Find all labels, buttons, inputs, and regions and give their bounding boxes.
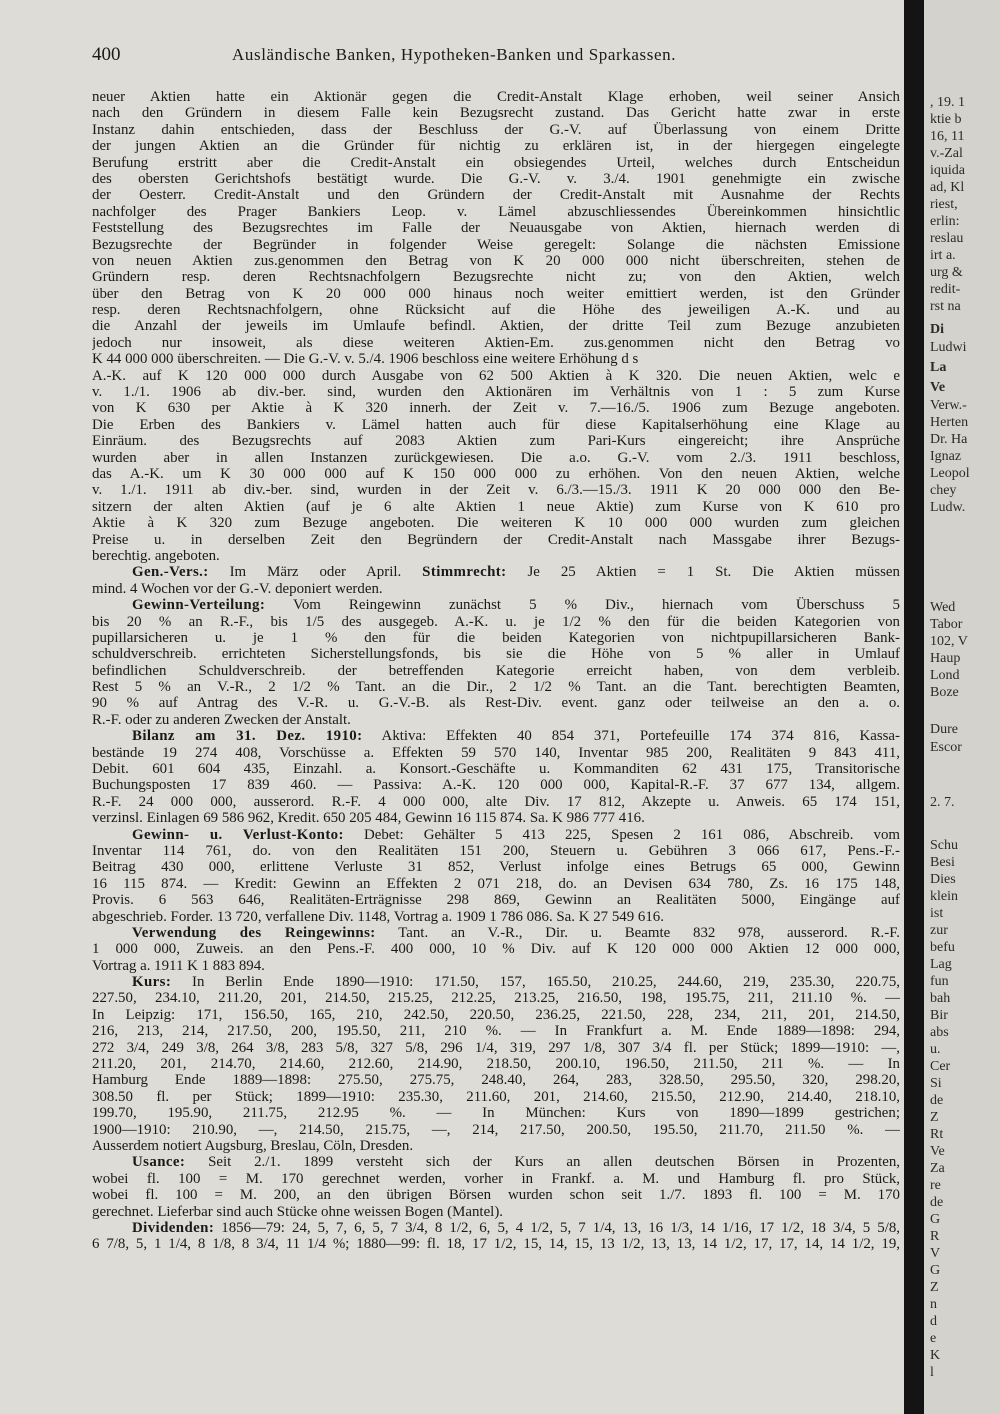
text-line (92, 515, 900, 531)
adjacent-page-text: Z (930, 1110, 939, 1125)
line-text: 1856—79: 24, 5, 7, 6, 5, 7 3/4, 8 1/2, 6, 5, 4 1/2, 5, 7 1/4, 13, 16 1/3, 14 1/16, 17 1/2, 18 3/4, 5 5/8, (214, 1219, 900, 1236)
adjacent-page-text: Di (930, 322, 944, 337)
body-text (92, 89, 900, 1253)
adjacent-page-text: K (930, 1348, 941, 1363)
line-text: 16 115 874. — Kredit: Gewinn an Effekten 2 071 218, do. an Devisen 634 780, Zs. 16 175 148, (92, 875, 900, 892)
line-text: Die Erben des Bankiers v. Lämel hatten auch für diese Kapitalserhöhung eine Klage au (92, 416, 900, 433)
line-text: resp. deren Rechtsnachfolgern, ohne Rücksicht auf die Höhe des jeweiligen A.-K. und au (92, 302, 900, 319)
text-line (92, 302, 900, 318)
line-text: Vortrag a. 1911 K 1 883 894. (92, 957, 265, 974)
line-text: von K 630 per Aktie à K 320 innerh. der Zeit v. 7.—16./5. 1906 zum Bezuge angeboten. (92, 400, 900, 417)
line-text: Rest 5 % an V.-R., 2 1/2 % Tant. an die Dir., 2 1/2 % Tant. an die Tant. berechtigten Beamten, (92, 679, 900, 696)
text-line (92, 925, 900, 941)
adjacent-page-text: 102, V (930, 634, 968, 649)
line-text: R.-F. oder zu anderen Zwecken der Anstalt. (92, 711, 351, 728)
line-text: Aktie à K 320 zum Bezuge angeboten. Die weiteren K 10 000 000 wurden zum gleichen (92, 515, 900, 532)
adjacent-page-text: Ve (930, 380, 946, 395)
line-text: bestände 19 274 408, Vorschüsse a. Effekten 59 570 140, Inventar 985 200, Realitäten 9 843 411, (92, 744, 900, 761)
adjacent-page-text: Za (930, 1161, 945, 1176)
adjacent-page-text: Verw.- (930, 398, 967, 413)
adjacent-page-text: R (930, 1229, 940, 1244)
adjacent-page-text: iquida (930, 163, 965, 178)
text-line (92, 695, 900, 711)
text-line (92, 466, 900, 482)
section-keyword: Gewinn- u. Verlust-Konto: (132, 826, 344, 843)
line-text: v. 1./1. 1906 ab div.-ber. sind, wurden den Aktionären im Verhältnis von 1 : 5 zum Kurse (92, 384, 900, 401)
adjacent-page-text: irt a. (930, 248, 956, 263)
adjacent-page-text: Ignaz (930, 449, 962, 464)
text-line (92, 1007, 900, 1023)
adjacent-page-text: Z (930, 1280, 939, 1295)
adjacent-page-text: rst na (930, 299, 961, 314)
adjacent-page-text: riest, (930, 197, 958, 212)
text-line (92, 777, 900, 793)
line-text: Beitrag 430 000, erlittene Verluste 31 852, Verlust infolge eines Betrugs 65 000, Gewinn (92, 859, 900, 876)
binding-shadow (904, 0, 924, 1414)
adjacent-page-text: de (930, 1093, 944, 1108)
line-text: Je 25 Aktien = 1 St. Die Aktien müssen (506, 564, 900, 581)
adjacent-page-text: de (930, 1195, 944, 1210)
text-line (92, 269, 900, 285)
text-line (92, 204, 900, 220)
text-line (92, 581, 900, 597)
text-line (92, 450, 900, 466)
line-text: Einräum. des Bezugsrechts auf 2083 Aktien zum Pari-Kurs eingereicht; ihre Ansprüche (92, 433, 900, 450)
adjacent-page-text: Tabor (930, 617, 963, 632)
section-keyword: Kurs: (132, 974, 172, 991)
adjacent-page-text: zur (930, 923, 948, 938)
line-text: wurden aber in allen Instanzen zurückgewiesen. Die a.o. G.-V. vom 2./3. 1911 beschloss, (92, 449, 900, 466)
text-line (92, 728, 900, 744)
text-line (92, 433, 900, 449)
adjacent-page-text: Herten (930, 415, 969, 430)
line-text: 216, 213, 214, 217.50, 200, 195.50, 211, 210 %. — In Frankfurt a. M. Ende 1889—1898: 294, (92, 1023, 900, 1040)
text-line (92, 482, 900, 498)
line-text: Preise u. in derselben Zeit den Begründern der Credit-Anstalt nach Massgabe ihrer Bezugs- (92, 531, 900, 548)
line-text: Hamburg Ende 1889—1898: 275.50, 275.75, 248.40, 264, 283, 328.50, 295.50, 320, 298.20, (92, 1072, 900, 1089)
adjacent-page-text: Dr. Ha (930, 432, 968, 447)
line-text: 272 3/4, 249 3/8, 264 3/8, 283 5/8, 327 5/8, 296 1/4, 319, 297 1/8, 307 3/4 fl. per Stück; 1899—1910: —, (92, 1039, 900, 1056)
line-text: Berufung erstritt aber die Credit-Anstalt ein obsiegendes Urteil, welches durch Entscheidun (92, 154, 900, 171)
text-line (92, 909, 900, 925)
adjacent-page-text: klein (930, 889, 958, 904)
text-line (92, 892, 900, 908)
line-text: befindlichen Schuldverschreib. der betreffenden Kategorie erreicht haben, von dem verbleib. (92, 662, 900, 679)
running-title: Ausländische Banken, Hypotheken-Banken und Sparkassen. (232, 45, 677, 64)
adjacent-page-text: v.-Zal (930, 146, 963, 161)
text-line (92, 564, 900, 580)
line-text: mind. 4 Wochen vor der G.-V. deponiert werden. (92, 580, 383, 597)
text-line (92, 89, 900, 105)
text-line (92, 761, 900, 777)
line-text: K 44 000 000 überschreiten. — Die G.-V. v. 5./4. 1906 beschloss eine weitere Erhöhung d s (92, 351, 639, 368)
text-line (92, 220, 900, 236)
line-text: Buchungsposten 17 839 460. — Passiva: A.-K. 120 000 000, Kapital-R.-F. 37 677 134, allgem. (92, 777, 900, 794)
line-text: wobei fl. 100 = M. 170 gerechnet werden, vorher in Frankf. a. M. und Hamburg fl. pro Stück, (92, 1170, 900, 1187)
text-line (92, 1138, 900, 1154)
line-text: Gründern resp. deren Rechtsnachfolgern Bezugsrechte nicht zu; von den Aktien, welch (92, 269, 900, 286)
text-line (92, 400, 900, 416)
line-text: nach den Gründern in diesem Falle kein Bezugsrecht zustand. Das Gericht hatte zwar in erste (92, 105, 900, 122)
adjacent-page-text: Haup (930, 651, 961, 666)
adjacent-page-text: befu (930, 940, 955, 955)
adjacent-page-text: Boze (930, 685, 959, 700)
text-line (92, 794, 900, 810)
adjacent-page-text: fun (930, 974, 949, 989)
text-line (92, 679, 900, 695)
text-line (92, 384, 900, 400)
line-text: der jungen Aktien an die Gründer für nichtig zu erklären ist, in der hiergegen eingelegte (92, 138, 900, 155)
text-line (92, 958, 900, 974)
adjacent-page-text: Schu (930, 838, 958, 853)
text-line (92, 335, 900, 351)
adjacent-page-text: Si (930, 1076, 942, 1091)
text-line (92, 1040, 900, 1056)
text-line (92, 417, 900, 433)
adjacent-page-text: ad, Kl (930, 180, 965, 195)
adjacent-page-text: d (930, 1314, 937, 1329)
adjacent-page-text: chey (930, 483, 957, 498)
adjacent-page-text: u. (930, 1042, 941, 1057)
adjacent-page-text: G (930, 1212, 941, 1227)
adjacent-page-text: V (930, 1246, 941, 1261)
adjacent-page-text: re (930, 1178, 941, 1193)
line-text: von neuen Aktien zus.genommen den Betrag von K 20 000 000 nicht überschreiten, stehen de (92, 252, 900, 269)
adjacent-page-text: Rt (930, 1127, 944, 1142)
text-line (92, 1072, 900, 1088)
line-text: Vom Reingewinn zunächst 5 % Div., hiernach vom Überschuss 5 (265, 597, 900, 614)
line-text: der Oesterr. Credit-Anstalt und den Gründern der Credit-Anstalt mit Ausnahme der Rechts (92, 187, 900, 204)
text-line (92, 138, 900, 154)
section-keyword: Gewinn-Verteilung: (132, 597, 266, 614)
text-line (92, 532, 900, 548)
adjacent-page-text: Dies (930, 872, 956, 887)
text-line (92, 827, 900, 843)
line-text: Im März oder April. (208, 564, 423, 581)
text-line (92, 630, 900, 646)
adjacent-page-fragment (924, 0, 1000, 1414)
line-text: 6 7/8, 5, 1 1/4, 8 1/8, 8 3/4, 11 1/4 %; 1880—99: fl. 18, 17 1/2, 15, 14, 15, 13 1/2, 13, 13, 14 1/2, 17, 17, 14, 14 1/2, 19, (92, 1236, 900, 1253)
text-line (92, 1023, 900, 1039)
adjacent-page-text: n (930, 1297, 937, 1312)
line-text: Seit 2./1. 1899 versteht sich der Kurs an allen deutschen Börsen in Prozenten, (185, 1154, 900, 1171)
text-line (92, 990, 900, 1006)
adjacent-page-text: Wed (930, 600, 956, 615)
line-text: 199.70, 195.90, 211.75, 212.95 %. — In München: Kurs von 1890—1899 gestrichen; (92, 1105, 900, 1122)
text-line (92, 105, 900, 121)
adjacent-page-text: Bir (930, 1008, 948, 1023)
section-keyword: Bilanz am 31. Dez. 1910: (132, 728, 363, 745)
text-line (92, 1204, 900, 1220)
text-line (92, 1220, 900, 1236)
line-text: 90 % auf Antrag des V.-R. u. G.-V.-B. als Rest-Div. event. ganz oder teilweise an den a. o. (92, 695, 900, 712)
line-text: das A.-K. um K 30 000 000 auf K 150 000 000 zu erhöhen. Von den neuen Aktien, welche (92, 465, 900, 482)
text-line (92, 1236, 900, 1252)
text-line (92, 171, 900, 187)
adjacent-page-text: 16, 11 (930, 129, 965, 144)
line-text: Debit. 601 604 435, Einzahl. a. Konsort.-Geschäfte u. Kommanditen 62 431 175, Transitorische (92, 761, 900, 778)
text-line (92, 368, 900, 384)
adjacent-page-text: l (930, 1365, 934, 1380)
line-text: Debet: Gehälter 5 413 225, Spesen 2 161 086, Abschreib. vom (343, 826, 900, 843)
text-line (92, 745, 900, 761)
adjacent-page-text: Lag (930, 957, 952, 972)
adjacent-page-text: La (930, 360, 947, 375)
line-text: Tant. an V.-R., Dir. u. Beamte 832 978, ausserord. R.-F. (375, 924, 900, 941)
adjacent-page-text: ktie b (930, 112, 962, 127)
line-text: die Anzahl der jeweils im Umlaufe befindl. Aktien, der dritte Teil zum Bezuge anzubieten (92, 318, 900, 335)
adjacent-page-text: Dure (930, 722, 958, 737)
text-line (92, 810, 900, 826)
line-text: berechtig. angeboten. (92, 547, 220, 564)
adjacent-page-text: reslau (930, 231, 964, 246)
text-line (92, 122, 900, 138)
line-text: In Berlin Ende 1890—1910: 171.50, 157, 165.50, 210.25, 244.60, 219, 235.30, 220.75, (171, 974, 900, 991)
adjacent-page-text: urg & (930, 265, 963, 280)
line-text: sitzern der alten Aktien (auf je 6 alte Aktien 1 neue Aktie) zum Kurse von K 610 pro (92, 498, 900, 515)
adjacent-page-text: , 19. 1 (930, 95, 965, 110)
text-line (92, 1154, 900, 1170)
adjacent-page-text: ist (930, 906, 944, 921)
line-text: Bezugsrechte der Begründer in folgender Weise geregelt: Solange die nächsten Emissione (92, 236, 900, 253)
text-line (92, 941, 900, 957)
line-text: abgeschrieb. Forder. 13 720, verfallene Div. 1148, Vortrag a. 1909 1 786 086. Sa. K 27 549 616. (92, 908, 664, 925)
line-text: über den Betrag von K 20 000 000 hinaus noch weiter emittiert werden, ist den Gründer (92, 285, 900, 302)
line-text: schuldverschreib. errichteten Sicherstellungsfonds, bis sie die Höhe von 5 % aller in Umlauf (92, 646, 900, 663)
page-number: 400 (92, 44, 121, 65)
line-text: neuer Aktien hatte ein Aktionär gegen die Credit-Anstalt Klage erhoben, weil seiner Ansich (92, 89, 900, 105)
text-line (92, 499, 900, 515)
text-line (92, 597, 900, 613)
text-line (92, 548, 900, 564)
line-text: Aktiva: Effekten 40 854 371, Portefeuille 174 374 816, Kassa- (362, 728, 900, 745)
line-text: Inventar 114 761, do. von den Realitäten 151 200, Steuern u. Gebühren 3 066 617, Pens.-F.- (92, 842, 900, 859)
adjacent-page-text: redit- (930, 282, 961, 297)
line-text: wobei fl. 100 = M. 200, an den übrigen Börsen wurden schon seit 1./7. 1893 fl. 100 = M. 170 (92, 1187, 900, 1204)
adjacent-page-text: 2. 7. (930, 795, 955, 810)
text-line (92, 1122, 900, 1138)
adjacent-page-text: erlin: (930, 214, 960, 229)
text-line (92, 859, 900, 875)
adjacent-page-text: Escor (930, 740, 962, 755)
section-keyword: Verwendung des Reingewinns: (132, 924, 376, 941)
line-text: des obersten Gerichtshofs bestätigt wurde. Die G.-V. v. 3./4. 1901 genehmigte ein zwische (92, 170, 900, 187)
text-line (92, 155, 900, 171)
text-line (92, 646, 900, 662)
line-text: v. 1./1. 1911 ab div.-ber. sind, wurden in der Zeit v. 6./3.—15./3. 1911 K 20 000 000 den Be- (92, 482, 900, 499)
line-text: pupillarsicheren u. je 1 % den für die beiden Kategorien von nichtpupillarsicheren Bank- (92, 629, 900, 646)
text-line (92, 286, 900, 302)
adjacent-page-text: Cer (930, 1059, 951, 1074)
adjacent-page-text: Ludw. (930, 500, 966, 515)
text-line (92, 843, 900, 859)
line-text: verzinsl. Einlagen 69 586 962, Kredit. 650 205 484, Gewinn 16 115 874. Sa. K 986 777 416. (92, 810, 645, 827)
section-keyword: Gen.-Vers.: (132, 564, 209, 581)
text-line (92, 974, 900, 990)
adjacent-page-text: Leopol (930, 466, 970, 481)
line-text: Instanz dahin entschieden, dass der Beschluss der G.-V. auf Überlassung von einem Dritte (92, 121, 900, 138)
line-text: R.-F. 24 000 000, ausserord. R.-F. 4 000 000, alte Div. 17 812, Akzepte u. Anweis. 65 174 151, (92, 793, 900, 810)
line-text: 227.50, 234.10, 211.20, 201, 214.50, 215.25, 212.25, 213.25, 216.50, 198, 195.75, 211, 211.10 %. — (92, 990, 900, 1007)
adjacent-page-text: bah (930, 991, 951, 1006)
text-line (92, 253, 900, 269)
text-line (92, 712, 900, 728)
text-line (92, 1089, 900, 1105)
text-line (92, 876, 900, 892)
line-text: 1900—1910: 210.90, —, 214.50, 215.75, —, 214, 217.50, 200.50, 195.50, 211.70, 211.50 %. — (92, 1121, 900, 1138)
text-line (92, 1171, 900, 1187)
adjacent-page-text: Ludwi (930, 340, 967, 355)
text-line (92, 1187, 900, 1203)
section-keyword: Dividenden: (132, 1219, 215, 1236)
text-line (92, 663, 900, 679)
adjacent-page-text: Besi (930, 855, 955, 870)
line-text: 308.50 fl. per Stück; 1899—1910: 235.30, 211.60, 201, 214.60, 215.50, 212.90, 214.40, 218.10, (92, 1088, 900, 1105)
page-header (92, 44, 902, 68)
section-keyword: Stimmrecht: (422, 564, 507, 581)
line-text: Provis. 6 563 646, Realitäten-Erträgnisse 298 869, Gewinn an Realitäten 5000, Eingänge auf (92, 892, 900, 909)
text-line (92, 187, 900, 203)
text-line (92, 614, 900, 630)
line-text: Feststellung des Bezugsrechtes im Falle der Neuausgabe von Aktien, hiernach werden di (92, 220, 900, 237)
line-text: gerechnet. Lieferbar sind auch Stücke ohne weissen Bogen (Mantel). (92, 1203, 503, 1220)
line-text: 1 000 000, Zuweis. an den Pens.-F. 400 000, 10 % Div. auf K 120 000 000 Aktien 12 000 000, (92, 941, 900, 958)
line-text: Ausserdem notiert Augsburg, Breslau, Cöln, Dresden. (92, 1138, 414, 1154)
text-line (92, 1056, 900, 1072)
adjacent-page-text: G (930, 1263, 941, 1278)
text-line (92, 1105, 900, 1121)
section-keyword: Usance: (132, 1154, 186, 1171)
adjacent-page-text: Lond (930, 668, 960, 683)
line-text: bis 20 % an R.-F., bis 1/5 des ausgegeb. A.-K. u. je 1/2 % den für die beiden Kategorien von (92, 613, 900, 630)
text-line (92, 237, 900, 253)
text-line (92, 351, 900, 367)
line-text: jedoch nur insoweit, als diese weiteren Aktien-Em. zus.genommen nicht den Betrag vo (92, 334, 900, 351)
adjacent-page-text: Ve (930, 1144, 945, 1159)
line-text: In Leipzig: 171, 156.50, 165, 210, 242.50, 220.50, 236.25, 221.50, 228, 234, 211, 201, 214.50, (92, 1006, 900, 1023)
adjacent-page-text: e (930, 1331, 937, 1346)
line-text: 211.20, 201, 214.70, 214.60, 212.60, 214.90, 218.50, 200.10, 196.50, 211.50, 211 %. — In (92, 1056, 900, 1073)
adjacent-page-text: abs (930, 1025, 949, 1040)
text-line (92, 318, 900, 334)
line-text: A.-K. auf K 120 000 000 durch Ausgabe von 62 500 Aktien à K 320. Die neuen Aktien, welc e (92, 367, 900, 384)
line-text: nachfolger des Prager Bankiers Leop. v. Lämel abzuschliessendes Übereinkommen hinsichtlic (92, 203, 900, 220)
